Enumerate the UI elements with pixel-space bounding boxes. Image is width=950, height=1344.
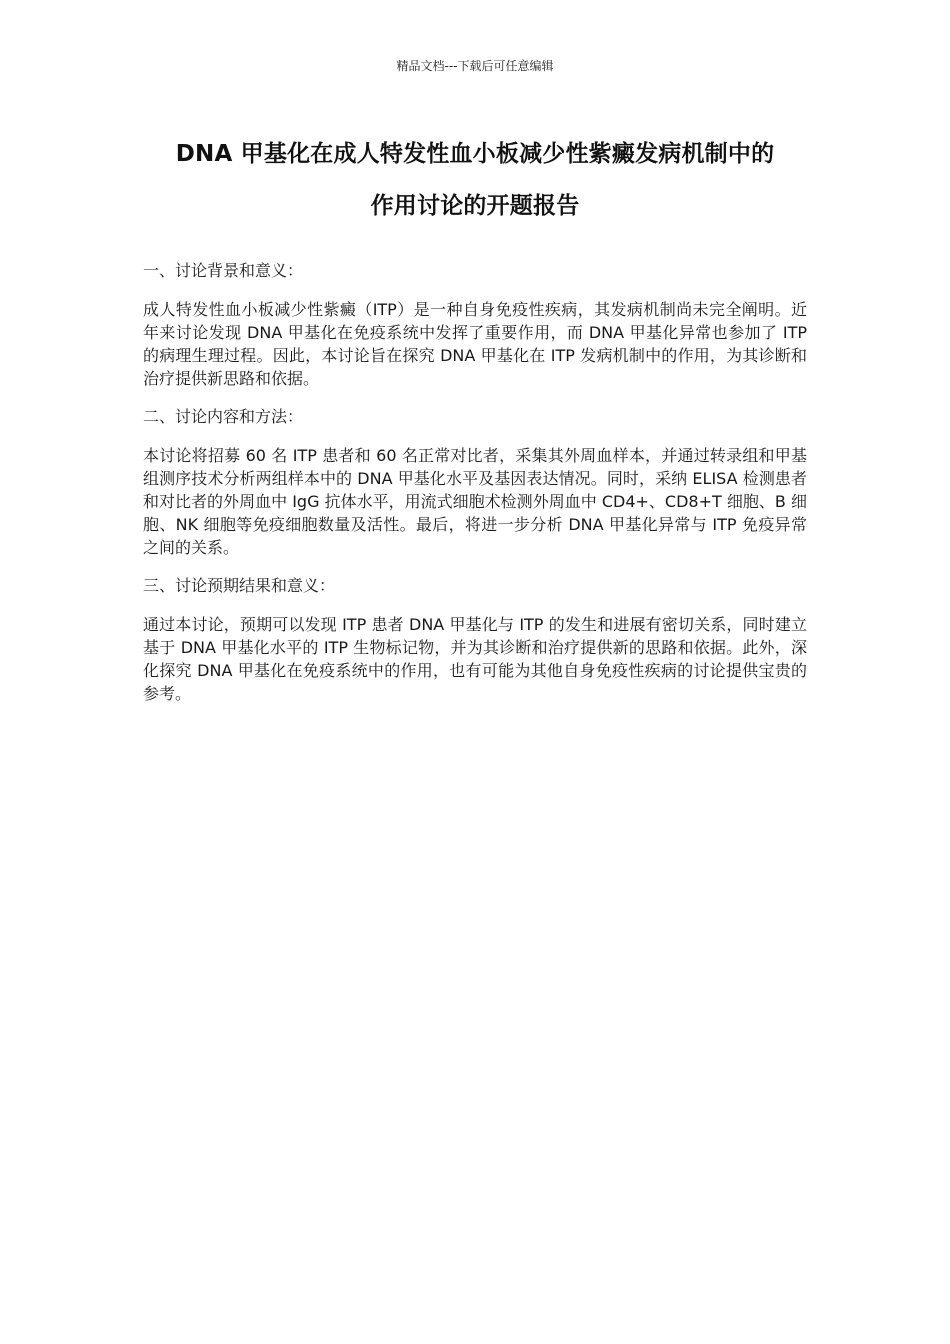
section-paragraph: 成人特发性血小板减少性紫癜（ITP）是一种自身免疫性疾病，其发病机制尚未完全阐明。近年来讨论发现 DNA 甲基化在免疫系统中发挥了重要作用，而 DNA 甲基化异常也参加了 ITP 的病理生理过程。因此，本讨论旨在探究 DNA 甲基化在 ITP 发病机制中的作用，为其诊断和治疗提供新思路和依据。: [143, 300, 807, 388]
section-methods: [143, 406, 807, 559]
document-title: [120, 128, 830, 232]
section-paragraph: 通过本讨论，预期可以发现 ITP 患者 DNA 甲基化与 ITP 的发生和进展有密切关系，同时建立基于 DNA 甲基化水平的 ITP 生物标记物，并为其诊断和治疗提供新的思路和依据。此外，深化探究 DNA 甲基化在免疫系统中的作用，也有可能为其他自身免疫性疾病的讨论提供宝贵的参考。: [143, 615, 807, 703]
section-heading: 二、讨论内容和方法：: [143, 407, 304, 426]
section-paragraph: 本讨论将招募 60 名 ITP 患者和 60 名正常对比者，采集其外周血样本，并通过转录组和甲基组测序技术分析两组样本中的 DNA 甲基化水平及基因表达情况。同时，采纳 ELISA 检测患者和对比者的外周血中 IgG 抗体水平，用流式细胞术检测外周血中 CD4+、CD8+T 细胞、B 细胞、NK 细胞等免疫细胞数量及活性。最后，将进一步分析 DNA 甲基化异常与 ITP 免疫异常之间的关系。: [143, 446, 807, 557]
section-expected-results: [143, 575, 807, 705]
document-title-line-2: 作用讨论的开题报告: [370, 193, 580, 219]
document-body: [143, 260, 807, 721]
document-title-line-1: DNA 甲基化在成人特发性血小板减少性紫癜发病机制中的: [175, 141, 775, 167]
section-heading: 三、讨论预期结果和意义：: [143, 576, 336, 595]
page-header: 精品文档---下载后可任意编辑: [396, 59, 554, 73]
section-background: [143, 260, 807, 390]
section-heading: 一、讨论背景和意义：: [143, 261, 304, 280]
